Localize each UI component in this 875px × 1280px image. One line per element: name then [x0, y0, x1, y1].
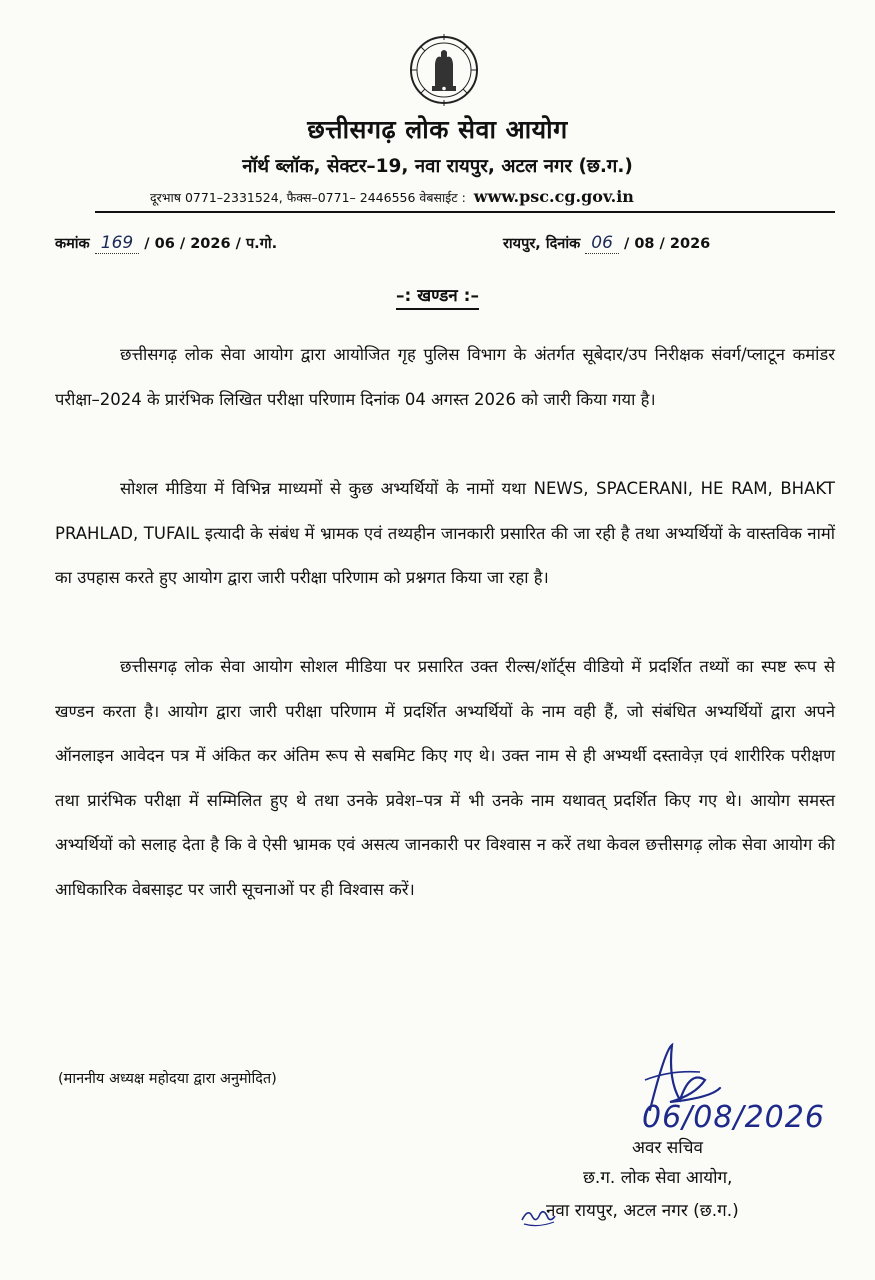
date-suffix: / 08 / 2026 — [623, 236, 711, 252]
signatory-designation: अवर सचिव — [632, 1138, 703, 1158]
paragraph-2: सोशल मीडिया में विभिन्न माध्यमों से कुछ अभ्यर्थियों के नामों यथा NEWS, SPACERANI, HE RAM, BHAKT PRAHLAD, TUFAIL इत्यादी के संबंध में भ्रामक एवं तथ्यहीन जानकारी प्रसारित की जा रही है तथा अभ्यर्थियों के वास्तविक नामों का उपहास करते हुए आयोग द्वारा जारी परीक्षा परिणाम को प्रश्नगत किया जा रहा है। — [55, 479, 835, 588]
signatory-city: नवा रायपुर, अटल नगर (छ.ग.) — [546, 1201, 739, 1221]
header-divider — [95, 211, 835, 213]
contact-text: दूरभाष 0771–2331524, फैक्स–0771– 2446556 वेबसाईट : — [150, 190, 466, 205]
organization-name: छत्तीसगढ़ लोक सेवा आयोग — [307, 115, 568, 144]
signatory-office: छ.ग. लोक सेवा आयोग, — [583, 1168, 733, 1188]
emblem-icon — [408, 30, 480, 116]
notice-heading — [0, 283, 875, 306]
paragraph-1: छत्तीसगढ़ लोक सेवा आयोग द्वारा आयोजित गृह पुलिस विभाग के अंतर्गत सूबेदार/उप निरीक्षक संवर्ग/प्लाटून कमांडर परीक्षा–2024 के प्रारंभिक लिखित परीक्षा परिणाम दिनांक 04 अगस्त 2026 को जारी किया गया है। — [55, 345, 835, 409]
contact-line — [150, 187, 750, 206]
website-link[interactable]: www.psc.cg.gov.in — [473, 187, 634, 206]
reference-suffix: / 06 / 2026 / प.गो. — [144, 236, 278, 252]
paragraph-3: छत्तीसगढ़ लोक सेवा आयोग सोशल मीडिया पर प्रसारित उक्त रील्स/शॉर्ट्स वीडियो में प्रदर्शित तथ्यों का स्पष्ट रूप से खण्डन करता है। आयोग द्वारा जारी परीक्षा परिणाम में प्रदर्शित अभ्यर्थियों के नाम वही हैं, जो संबंधित अभ्यर्थियों द्वारा अपने ऑनलाइन आवेदन पत्र में अंकित कर अंतिम रूप से सबमिट किए गए थे। उक्त नाम से ही अभ्यर्थी दस्तावेज़ एवं शारीरिक परीक्षण तथा प्रारंभिक परीक्षा में सम्मिलित हुए थे तथा उनके प्रवेश–पत्र में भी उनके नाम यथावत् प्रदर्शित किए गए थे। आयोग समस्त अभ्यर्थियों को सलाह देता है कि वे ऐसी भ्रामक एवं असत्य जानकारी पर विश्वास न करें तथा केवल छत्तीसगढ़ लोक सेवा आयोग की आधिकारिक वेबसाइट पर जारी सूचनाओं पर ही विश्वास करें। — [55, 657, 835, 899]
notice-heading-text: –: खण्डन :– — [396, 286, 479, 310]
reference-number-handwritten: 169 — [95, 233, 139, 254]
organization-address: नॉर्थ ब्लॉक, सेक्टर–19, नवा रायपुर, अटल नगर (छ.ग.) — [242, 156, 633, 177]
approval-note: (माननीय अध्यक्ष महोदया द्वारा अनुमोदित) — [58, 1071, 277, 1087]
date-day-handwritten: 06 — [585, 233, 619, 254]
signature-date: 06/08/2026 — [642, 1100, 825, 1135]
date-prefix: रायपुर, दिनांक — [503, 236, 581, 252]
reference-prefix: कमांक — [55, 236, 90, 252]
reference-number — [55, 233, 277, 253]
issue-date — [503, 233, 710, 253]
